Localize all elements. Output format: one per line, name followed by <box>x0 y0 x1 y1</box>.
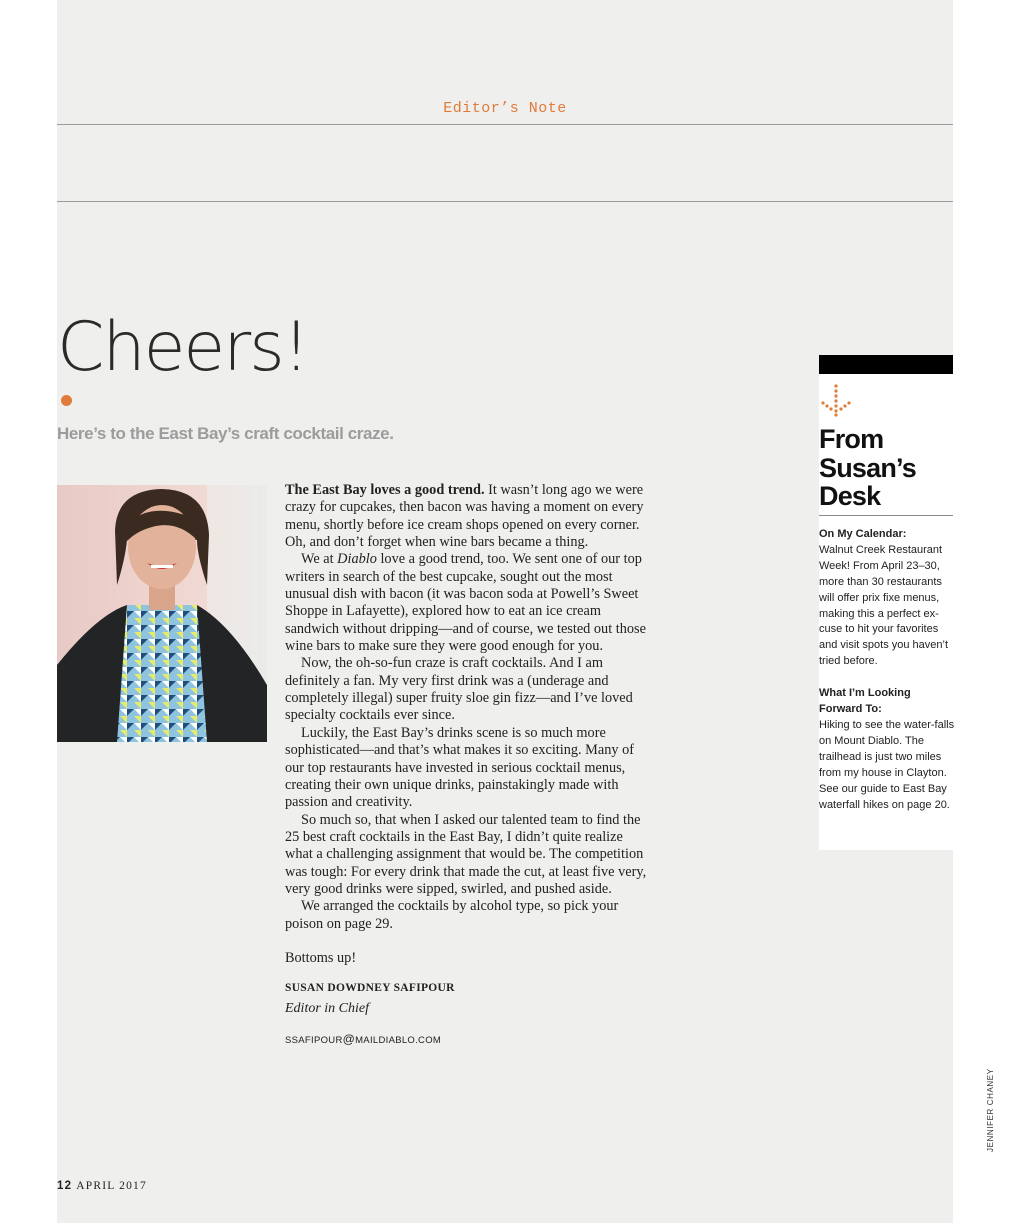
editor-portrait-photo <box>57 485 267 742</box>
calendar-heading: On My Calendar: <box>819 528 907 540</box>
editor-email <box>285 1031 649 1049</box>
paragraph-2 <box>285 551 649 655</box>
page-folio <box>57 1180 147 1192</box>
paragraph-5: So much so, that when I asked our talented team to find the 25 best craft cocktails in the East Bay, I didn’t quite realize what a challenging assignment that would be. The competition was tough: For every drink that made the cut, at least five very, very good drinks were sipped, swirled, and pushed aside. <box>285 811 647 897</box>
sidebar-rule <box>819 515 953 516</box>
paragraph-1 <box>285 482 649 551</box>
paragraph-2-text: love a good trend, too. We sent one of our top writers in search of the best cupcake, sought out the most unusual dish with bacon (it was bacon soda at Powell’s Sweet Shoppe in Lafayette), explored how to eat an ice cream sandwich without dripping—and of course, we tested out those wine bars to make sure they were good enough for you. <box>285 551 646 655</box>
looking-forward-heading: What I’m Looking Forward To: <box>819 687 911 716</box>
email-at: @ <box>342 1031 356 1046</box>
header-bottom-rule <box>57 201 953 202</box>
article-title: Cheers! <box>57 308 308 387</box>
paragraph-1-text: It wasn’t long ago we were crazy for cupcakes, then bacon was having a moment on every menu, shortly before ice cream shops opened on every corner. Oh, and don’t forget when wine bars became a thing. <box>285 482 644 551</box>
sidebar-text <box>819 527 955 829</box>
looking-forward-text: Hiking to see the water-falls on Mount Diablo. The trailhead is just two miles from my house in Clayton. See our guide to East Bay waterfall hikes on page 20. <box>819 718 955 811</box>
accent-dot <box>61 395 72 406</box>
sidebar-title-line-3: Desk <box>819 481 881 511</box>
header-top-rule <box>57 124 953 125</box>
signature-title: Editor in Chief <box>285 1000 369 1016</box>
dotted-arrow-down-icon <box>819 383 853 419</box>
looking-forward-block <box>819 686 955 813</box>
sidebar-title <box>819 425 953 511</box>
sidebar-from-susans-desk <box>819 355 953 850</box>
email-domain: MAILDIABLO.COM <box>355 1034 442 1046</box>
issue-date: APRIL 2017 <box>76 1180 147 1192</box>
paragraph-4: Luckily, the East Bay’s drinks scene is so much more sophisticated—and that’s what makes it so exciting. Many of our top restaurants have invested in serious cocktail menus, creating their own unique drinks, painstakingly made with passion and creativity. <box>285 724 635 811</box>
article-body <box>285 482 649 1049</box>
email-user: SSAFIPOUR <box>285 1034 343 1046</box>
sidebar-title-line-1: From <box>819 424 884 454</box>
lead-in: The East Bay loves a good trend. <box>285 482 485 498</box>
sidebar-top-bar <box>819 355 953 374</box>
closing-line: Bottoms up! <box>285 949 357 966</box>
sidebar-title-line-2: Susan’s <box>819 452 916 483</box>
paragraph-2-start: We at <box>301 551 338 568</box>
page-number: 12 <box>57 1180 73 1192</box>
paragraph-3: Now, the oh-so-fun craze is craft cocktails. And I am definitely a fan. My very first drink was a (underage and completely illegal) super fruity sloe gin fizz—and I’ve loved specialty cocktails ever since. <box>285 655 633 724</box>
magazine-name: Diablo <box>337 551 377 568</box>
signature-name: SUSAN DOWDNEY SAFIPOUR <box>285 982 455 995</box>
calendar-block <box>819 527 955 670</box>
section-label: Editor’s Note <box>443 100 567 117</box>
article-dek: Here’s to the East Bay’s craft cocktail craze. <box>57 424 394 443</box>
calendar-text: Walnut Creek Restaurant Week! From April 23–30, more than 30 restaurants will offer prix fixe menus, making this a perfect ex-cuse to hit your favorites and visit spots you haven’t tried before. <box>819 543 949 668</box>
photo-credit: JENNIFER CHANEY <box>986 1068 995 1152</box>
paragraph-6: We arranged the cocktails by alcohol type, so pick your poison on page 29. <box>285 898 619 932</box>
